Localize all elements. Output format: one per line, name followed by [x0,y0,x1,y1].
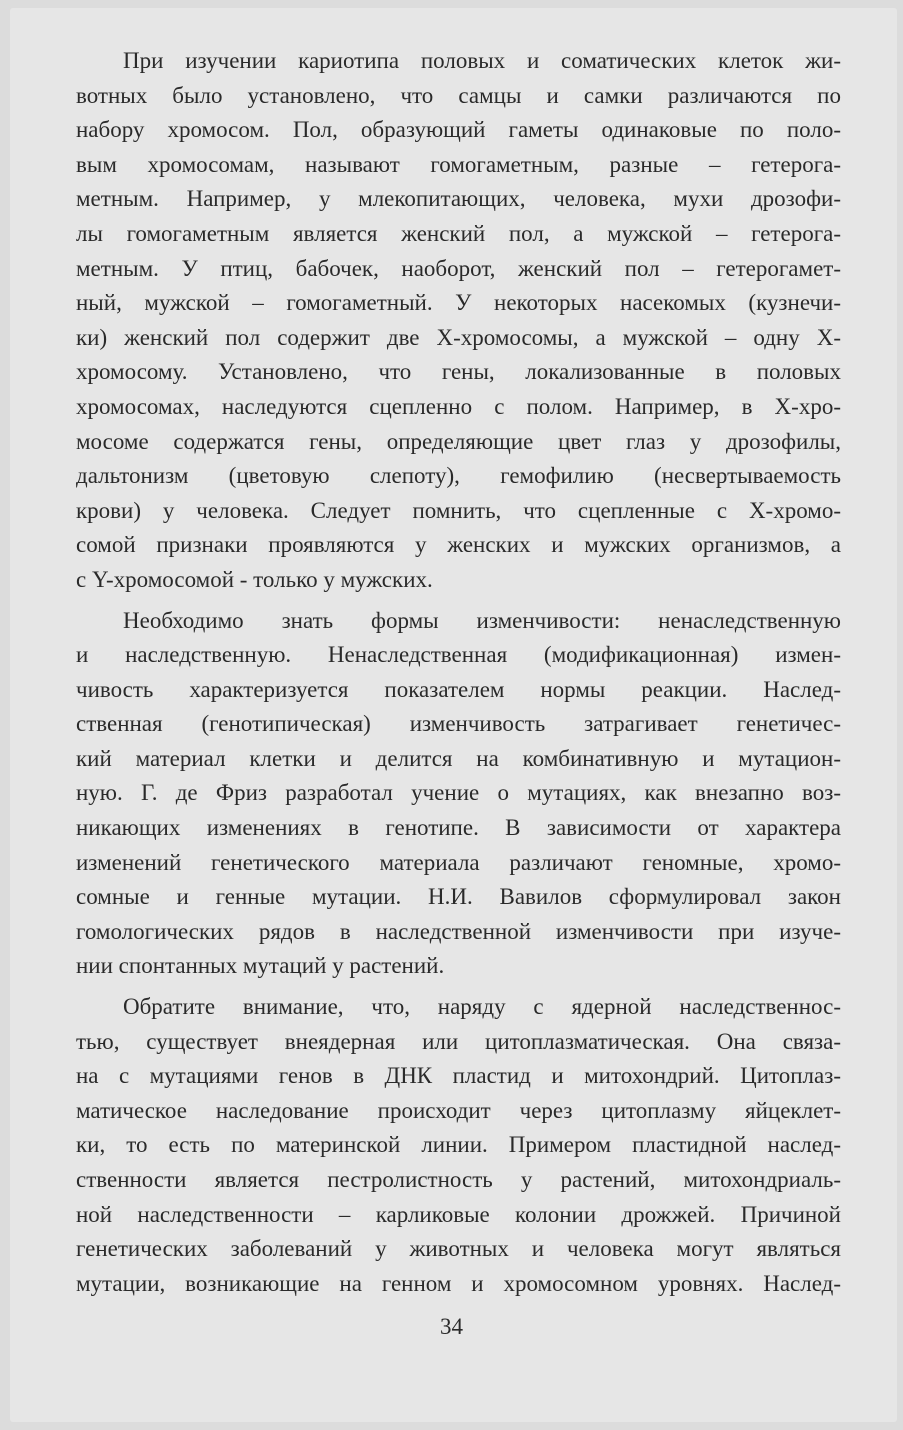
text-line: кий материал клетки и делится на комбинативную и мутацион- [76,745,841,771]
text-line: дальтонизм (цветовую слепоту), гемофилию (несвертываемость [76,463,841,489]
text-line: вым хромосомам, называют гомогаметным, разные – гетерога- [76,151,841,177]
text-line: крови) у человека. Следует помнить, что сцепленные с Х-хромо- [76,497,841,523]
text-line: на с мутациями генов в ДНК пластид и митохондрий. Цитоплаз- [76,1063,841,1089]
text-line: ный, мужской – гомогаметный. У некоторых насекомых (кузнечи- [76,290,841,316]
text-line: хромосому. Установлено, что гены, локализованные в половых [76,359,841,385]
paragraph [76,44,841,598]
text-line: никающих изменениях в генотипе. В зависимости от характера [76,815,841,841]
paragraph [76,604,841,985]
text-line: чивость характеризуется показателем нормы реакции. Наслед- [76,676,841,702]
text-line: хромосомах, наследуются сцепленно с полом. Например, в Х-хро- [76,393,841,419]
text-line: Необходимо знать формы изменчивости: ненаследственную [123,607,841,633]
text-line: Обратите внимание, что, наряду с ядерной наследственнос- [123,994,841,1020]
text-line: сомные и генные мутации. Н.И. Вавилов сформулировал закон [76,884,841,910]
text-line: вотных было установлено, что самцы и самки различаются по [76,82,841,108]
text-line: метным. У птиц, бабочек, наоборот, женский пол – гетерогамет- [76,255,841,281]
text-line: и наследственную. Ненаследственная (модификационная) измен- [76,642,841,668]
text-line: сомой признаки проявляются у женских и мужских организмов, а [76,532,841,558]
text-line: ственности является пестролистность у растений, митохондриаль- [76,1167,841,1192]
text-line: ной наследственности – карликовые колонии дрожжей. Причиной [76,1201,841,1227]
text-line: ственная (генотипическая) изменчивость затрагивает генетичес- [76,711,841,737]
text-line: мутации, возникающие на генном и хромосомном уровнях. Наслед- [76,1270,841,1296]
text-line: генетических заболеваний у животных и человека могут являться [76,1236,841,1262]
text-line: изменений генетического материала различают геномные, хромо- [76,849,841,875]
text-line: нии спонтанных мутаций у растений. [76,953,445,979]
text-line: метным. Например, у млекопитающих, человека, мухи дрозофи- [76,186,841,212]
text-line: тью, существует внеядерная или цитоплазматическая. Она связа- [76,1028,841,1054]
text-line: ки) женский пол содержит две Х-хромосомы, а мужской – одну Х- [76,324,841,350]
page-number: 34 [440,1314,463,1339]
text-line: набору хромосом. Пол, образующий гаметы одинаковые по поло- [76,117,841,143]
text-line: ки, то есть по материнской линии. Примером пластидной наслед- [76,1132,841,1158]
text-line: ную. Г. де Фриз разработал учение о мутациях, как внезапно воз- [76,780,841,806]
text-line: При изучении кариотипа половых и соматических клеток жи- [123,48,841,73]
text-line: с Y-хромосомой - только у мужских. [76,566,433,592]
text-line: гомологических рядов в наследственной изменчивости при изуче- [76,918,841,944]
body-text [76,44,841,1301]
text-line: матическое наследование происходит через цитоплазму яйцеклет- [76,1097,841,1123]
text-line: лы гомогаметным является женский пол, а мужской – гетерога- [76,220,841,246]
text-line: мосоме содержатся гены, определяющие цвет глаз у дрозофилы, [76,428,841,454]
paragraph [76,990,841,1301]
